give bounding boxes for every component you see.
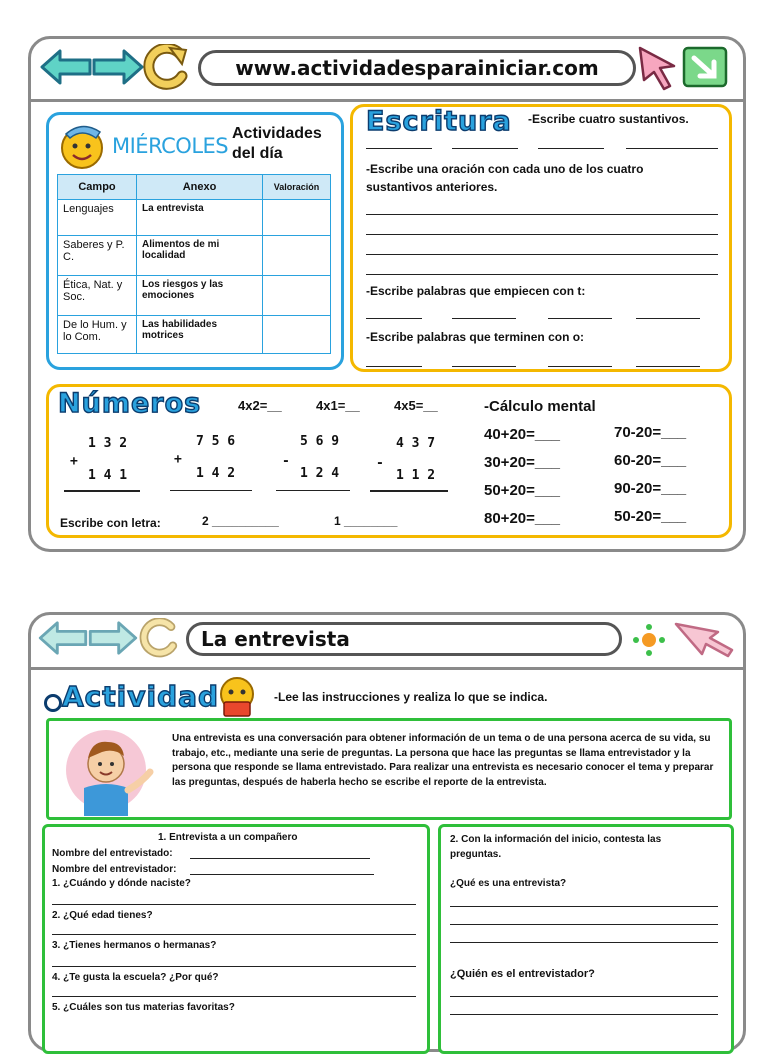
url-bar[interactable] xyxy=(198,50,636,86)
op4-result-line[interactable] xyxy=(370,490,448,492)
interviewee-field: Nombre del entrevistado: xyxy=(52,848,173,859)
mental-right-2[interactable]: 60-20=___ xyxy=(614,452,687,469)
back-arrow-icon[interactable] xyxy=(40,48,92,86)
table-header-campo: Campo xyxy=(58,175,137,200)
op2-sign: + xyxy=(174,452,182,467)
letter-label: Escribe con letra: xyxy=(60,516,161,530)
activities-title: Actividades del día xyxy=(232,125,322,162)
answer-line[interactable] xyxy=(636,318,700,319)
mental-left-2[interactable]: 30+20=___ xyxy=(484,454,560,471)
campo-cell: Ética, Nat. y Soc. xyxy=(58,276,137,316)
answer-line[interactable] xyxy=(548,318,612,319)
reading-emoji-icon xyxy=(214,676,260,718)
answer-line[interactable] xyxy=(190,874,374,875)
escritura-title: Escritura xyxy=(366,106,512,137)
answer-line[interactable] xyxy=(366,234,718,235)
answer-line[interactable] xyxy=(450,906,718,907)
answer-line[interactable] xyxy=(452,148,518,149)
answer-line[interactable] xyxy=(450,996,718,997)
op4-top: 4 3 7 xyxy=(396,436,436,451)
answer-line[interactable] xyxy=(190,858,370,859)
forward-arrow-icon[interactable] xyxy=(88,620,138,656)
op4-bottom: 1 1 2 xyxy=(396,468,436,483)
anexo-cell: Los riesgos y las emociones xyxy=(137,276,263,316)
letter-item-2[interactable]: 2 __________ xyxy=(202,514,279,528)
loading-icon xyxy=(626,620,672,660)
forward-arrow-icon[interactable] xyxy=(92,48,144,86)
question-4: 4. ¿Te gusta la escuela? ¿Por qué? xyxy=(52,972,219,983)
interviewer-field: Nombre del entrevistador: xyxy=(52,864,177,875)
answer-line[interactable] xyxy=(366,214,718,215)
question-5: 5. ¿Cuáles son tus materias favoritas? xyxy=(52,1002,235,1013)
valoracion-cell[interactable] xyxy=(263,236,331,276)
op1-bottom: 1 4 1 xyxy=(88,468,128,483)
mult-2: 4x1=__ xyxy=(316,398,360,413)
table-row xyxy=(58,276,331,316)
answer-line[interactable] xyxy=(452,366,516,367)
campo-cell: Lenguajes xyxy=(58,200,137,236)
table-header-valoracion: Valoración xyxy=(263,175,331,200)
anexo-cell: Las habilidades motrices xyxy=(137,316,263,354)
mental-right-1[interactable]: 70-20=___ xyxy=(614,424,687,441)
url-text: www.actividadesparainiciar.com xyxy=(235,56,599,80)
op3-sign: - xyxy=(282,454,290,469)
back-arrow-icon[interactable] xyxy=(38,620,88,656)
mental-left-1[interactable]: 40+20=___ xyxy=(484,426,560,443)
escritura-instr-nouns: -Escribe cuatro sustantivos. xyxy=(528,112,689,126)
activities-table xyxy=(57,174,331,354)
answer-line[interactable] xyxy=(626,148,718,149)
table-row xyxy=(58,236,331,276)
answer-line[interactable] xyxy=(366,148,432,149)
anexo-cell: La entrevista xyxy=(137,200,263,236)
actividad-title: Actividad xyxy=(62,680,220,713)
answer-line[interactable] xyxy=(52,934,416,935)
op4-sign: - xyxy=(376,456,384,471)
mental-calc-title: -Cálculo mental xyxy=(484,398,596,415)
refresh-icon[interactable] xyxy=(136,618,180,658)
day-title: MIÉRCOLES xyxy=(112,134,229,158)
op2-result-line[interactable] xyxy=(170,490,252,491)
campo-cell: De lo Hum. y lo Com. xyxy=(58,316,137,354)
comprehension-q1: ¿Qué es una entrevista? xyxy=(450,878,567,889)
answer-line[interactable] xyxy=(52,904,416,905)
mult-3: 4x5=__ xyxy=(394,398,438,413)
escritura-instr-o: -Escribe palabras que terminen con o: xyxy=(366,330,585,344)
op1-sign: + xyxy=(70,454,78,469)
title-bar xyxy=(186,622,622,656)
op1-top: 1 3 2 xyxy=(88,436,128,451)
escritura-instr-sentences: -Escribe una oración con cada uno de los cuatro sustantivos anteriores. xyxy=(366,162,644,194)
answer-line[interactable] xyxy=(450,942,718,943)
answer-line[interactable] xyxy=(636,366,700,367)
valoracion-cell[interactable] xyxy=(263,316,331,354)
emoji-face-icon xyxy=(56,118,112,170)
answer-line[interactable] xyxy=(452,318,516,319)
bullet-dot xyxy=(44,694,62,712)
mental-left-3[interactable]: 50+20=___ xyxy=(484,482,560,499)
mental-right-3[interactable]: 90-20=___ xyxy=(614,480,687,497)
comprehension-heading: 2. Con la información del inicio, contesta las preguntas. xyxy=(450,834,662,860)
question-2: 2. ¿Qué edad tienes? xyxy=(52,910,153,921)
intro-text: Una entrevista es una conversación para obtener información de un tema o de una persona acerca de su vida, su trabajo, etc., mediante una serie de preguntas. La persona que hace las preguntas se llama entrevistador y la persona que responde se llama entrevistado. Para realizar una entrevista es necesario conocer el tema y preparar las preguntas, después de haberla hecho se escribe el reporte de la entrevista. xyxy=(172,733,714,788)
boy-illustration xyxy=(62,724,160,816)
numeros-title: Números xyxy=(58,388,202,419)
actividad-instruction: -Lee las instrucciones y realiza lo que se indica. xyxy=(274,690,548,704)
mental-right-4[interactable]: 50-20=___ xyxy=(614,508,687,525)
table-row xyxy=(58,316,331,354)
question-1: 1. ¿Cuándo y dónde naciste? xyxy=(52,878,191,889)
valoracion-cell[interactable] xyxy=(263,200,331,236)
answer-line[interactable] xyxy=(450,1014,718,1015)
mental-left-4[interactable]: 80+20=___ xyxy=(484,510,560,527)
page-title: La entrevista xyxy=(201,627,350,651)
table-header-anexo: Anexo xyxy=(137,175,263,200)
letter-item-1[interactable]: 1 ________ xyxy=(334,514,398,528)
op2-top: 7 5 6 xyxy=(196,434,236,449)
answer-line[interactable] xyxy=(538,148,604,149)
answer-line[interactable] xyxy=(366,254,718,255)
answer-line[interactable] xyxy=(366,318,422,319)
cursor-icon xyxy=(672,616,738,660)
refresh-icon[interactable] xyxy=(140,44,190,90)
op3-result-line[interactable] xyxy=(276,490,350,491)
anexo-cell: Alimentos de mi localidad xyxy=(137,236,263,276)
interview-heading: 1. Entrevista a un compañero xyxy=(158,832,298,843)
op1-result-line[interactable] xyxy=(64,490,140,492)
escritura-instr-t: -Escribe palabras que empiecen con t: xyxy=(366,284,586,298)
answer-line[interactable] xyxy=(52,966,416,967)
op2-bottom: 1 4 2 xyxy=(196,466,236,481)
op3-top: 5 6 9 xyxy=(300,434,340,449)
campo-cell: Saberes y P. C. xyxy=(58,236,137,276)
answer-line[interactable] xyxy=(366,366,422,367)
cursor-icon xyxy=(636,44,680,92)
mult-1: 4x2=__ xyxy=(238,398,282,413)
answer-line[interactable] xyxy=(52,996,416,997)
comprehension-q2: ¿Quién es el entrevistador? xyxy=(450,968,595,980)
answer-line[interactable] xyxy=(548,366,612,367)
op3-bottom: 1 2 4 xyxy=(300,466,340,481)
answer-line[interactable] xyxy=(366,274,718,275)
question-3: 3. ¿Tienes hermanos o hermanas? xyxy=(52,940,217,951)
answer-line[interactable] xyxy=(450,924,718,925)
valoracion-cell[interactable] xyxy=(263,276,331,316)
download-arrow-icon[interactable] xyxy=(680,44,730,90)
table-row xyxy=(58,200,331,236)
